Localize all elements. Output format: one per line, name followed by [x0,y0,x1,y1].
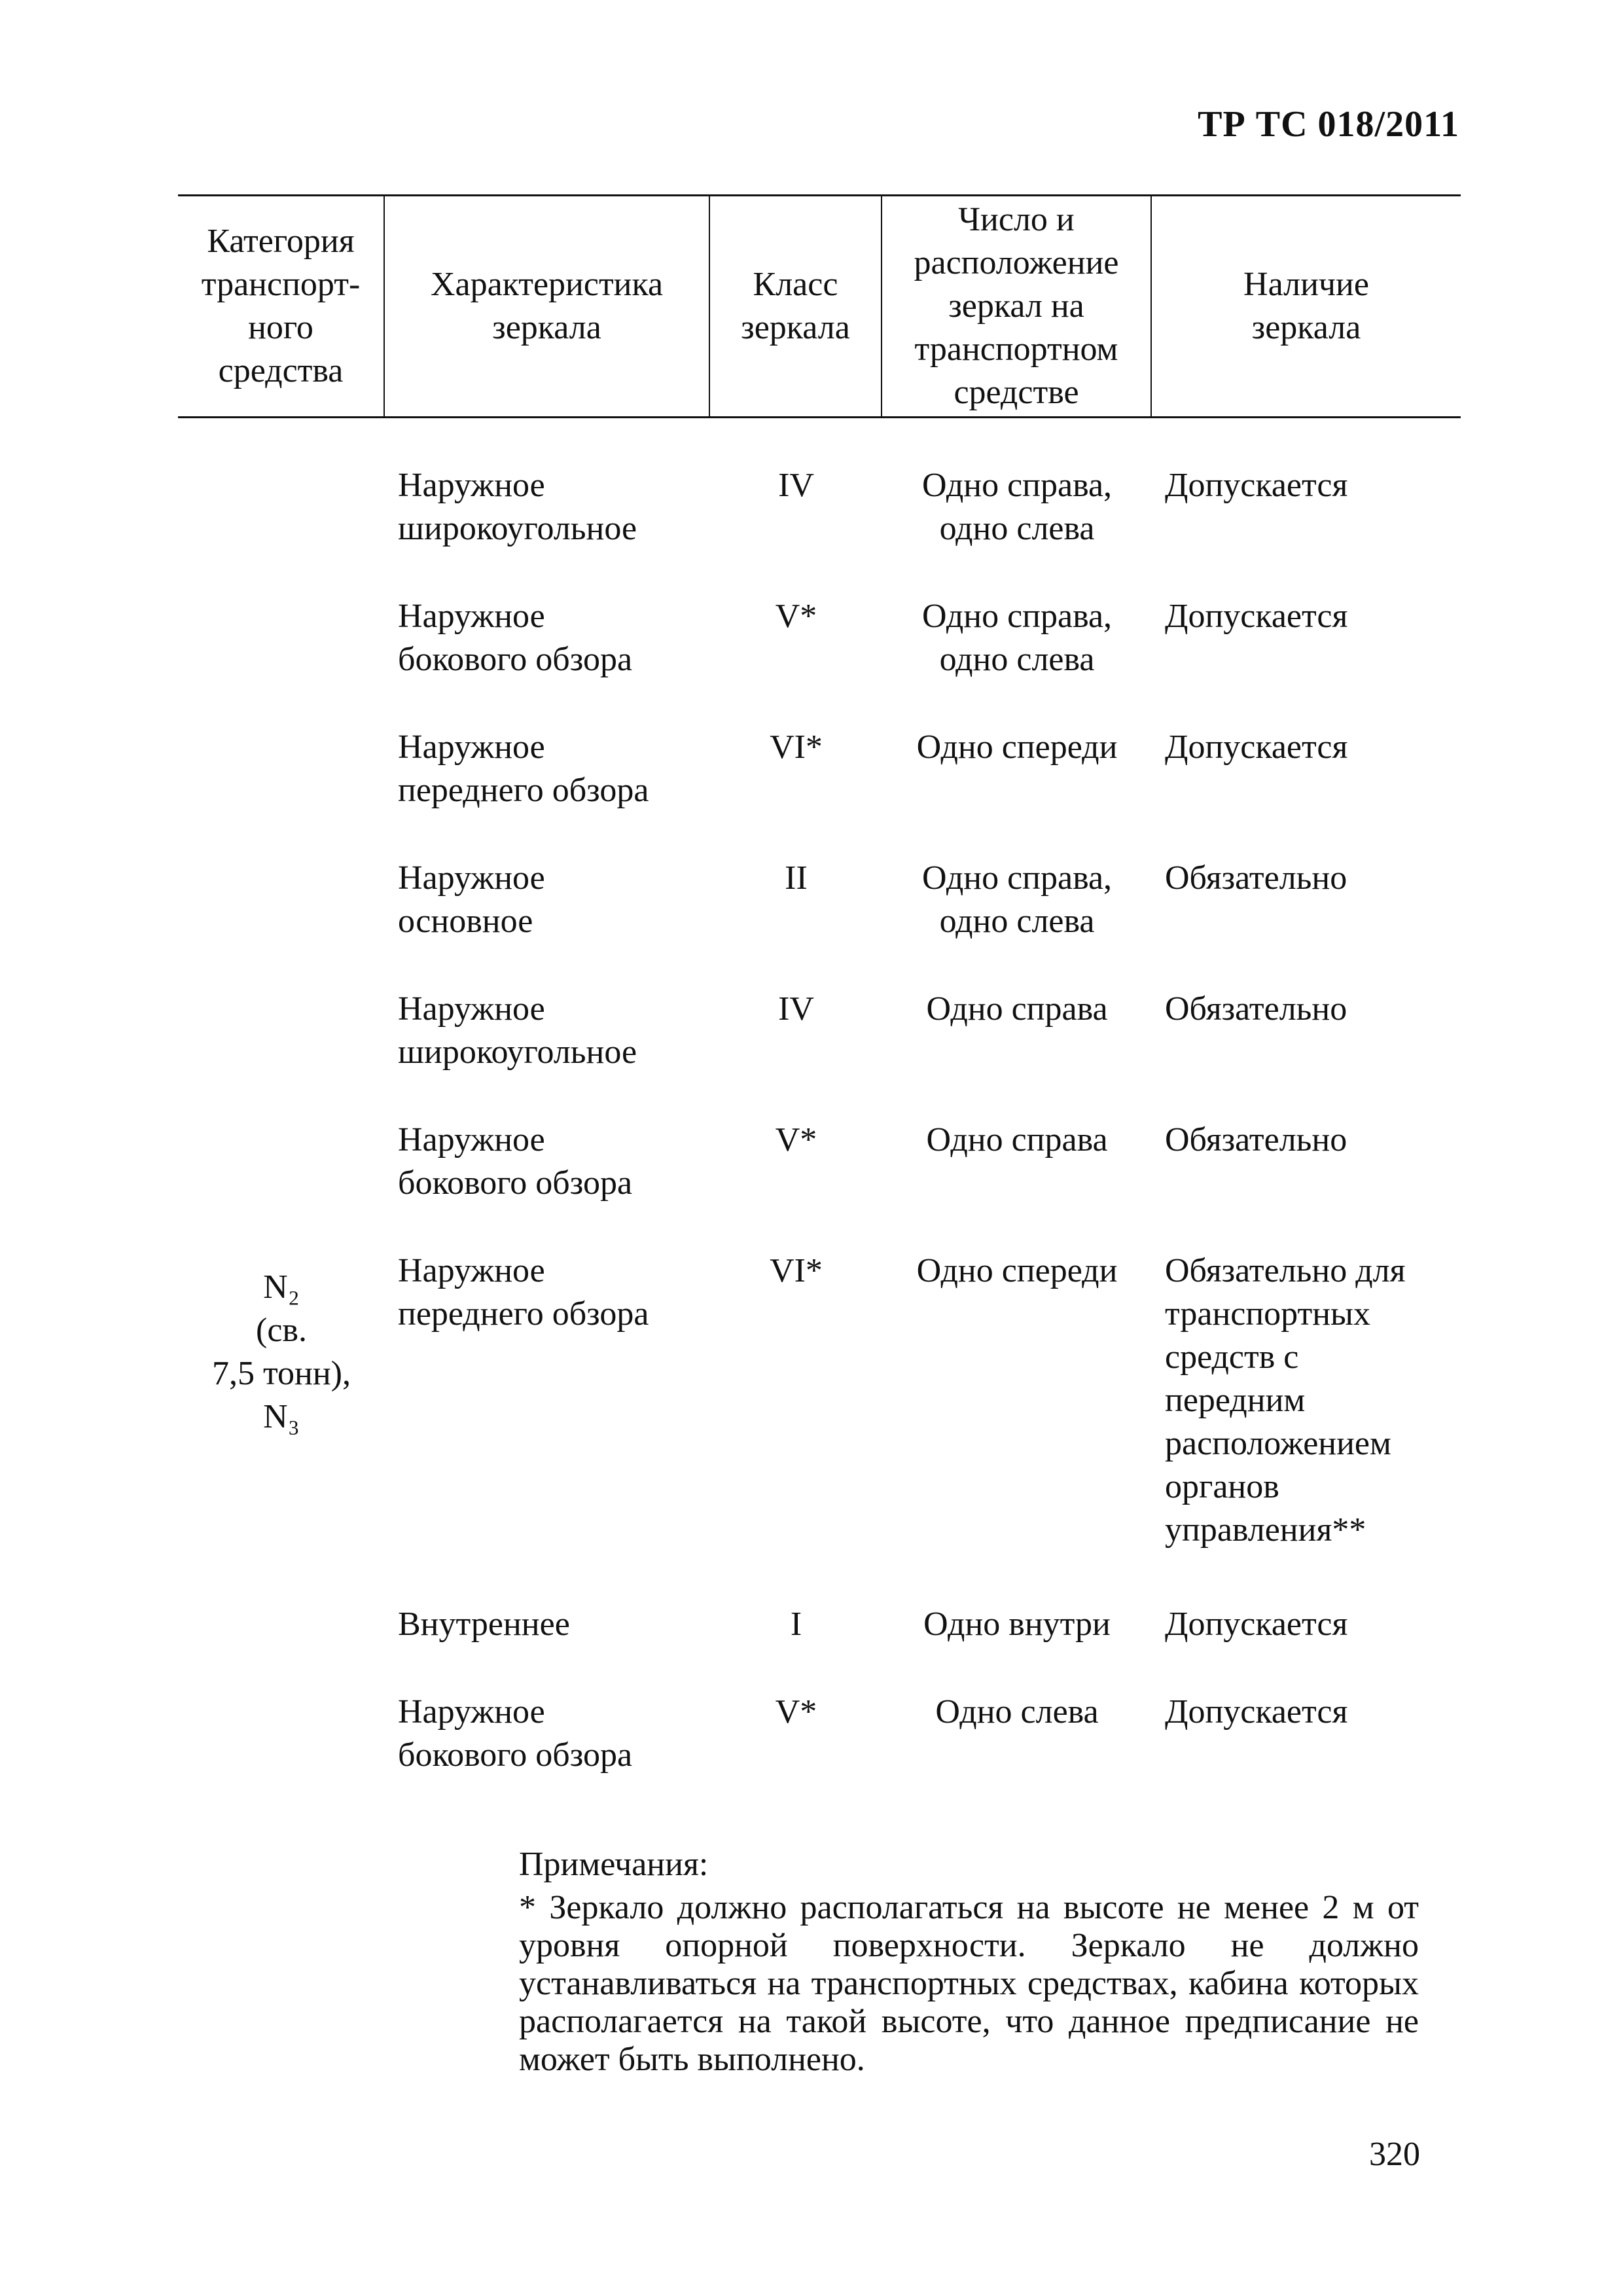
presence-cell: Допускается [1165,467,1348,504]
header-number-location: Число и расположение зеркал на транспортном средстве [882,196,1152,416]
class-cell: II [785,859,808,897]
class-cell: IV [778,990,814,1028]
class-cell: V* [775,598,817,635]
table-row [178,464,1461,595]
characteristic-cell: Наружное бокового обзора [398,1693,633,1774]
table-row [178,988,1461,1119]
presence-cell: Допускается [1165,598,1348,635]
number-cell: Одно справа, одно слева [921,467,1113,547]
presence-cell: Допускается [1165,728,1348,766]
class-cell: VI* [770,1252,823,1289]
document-code: ТР ТС 018/2011 [1198,104,1459,145]
class-cell: IV [778,467,814,504]
table-body [178,418,1461,1821]
notes-text: * Зеркало должно располагаться на высоте не менее 2 м от уровня опорной поверхности. Зеркало не должно устанавливаться на транспортных средствах, кабина которых располагается на такой высоте, что данное предписание не может быть выполнено. [519,1889,1419,2078]
characteristic-cell: Наружное переднего обзора [398,728,649,809]
presence-cell: Обязательно [1165,990,1347,1028]
header-category: Категория транспорт- ного средства [178,196,385,416]
class-cell: V* [775,1693,817,1731]
header-presence: Наличие зеркала [1243,266,1369,346]
characteristic-cell: Наружное широкоугольное [398,467,637,547]
table-row [178,1691,1461,1821]
number-cell: Одно спереди [916,728,1118,766]
presence-cell: Допускается [1165,1605,1348,1643]
number-cell: Одно спереди [916,1252,1118,1289]
characteristic-cell: Наружное широкоугольное [398,990,637,1071]
number-cell: Одно внутри [923,1605,1111,1643]
number-cell: Одно слева [935,1693,1099,1731]
table-row [178,1603,1461,1691]
number-cell: Одно справа, одно слева [921,598,1113,678]
presence-cell: Обязательно для транспортных средств с передним расположением органов управления** [1165,1252,1406,1549]
notes-section [519,1846,1419,2079]
table-row [178,857,1461,988]
number-cell: Одно справа, одно слева [921,859,1113,940]
table-row [178,595,1461,726]
category-cell: N₂ (св. 7,5 тонн), N₃ [211,1268,351,1435]
class-cell: I [790,1605,802,1643]
notes-title: Примечания: [519,1846,709,1883]
header-characteristic: Характеристика зеркала [385,196,710,416]
class-cell: V* [775,1121,817,1158]
characteristic-cell: Внутреннее [398,1605,570,1643]
presence-cell: Допускается [1165,1693,1348,1731]
characteristic-cell: Наружное бокового обзора [398,598,633,678]
presence-cell: Обязательно [1165,1121,1347,1158]
mirror-requirements-table [178,194,1461,1821]
number-cell: Одно справа [926,1121,1108,1158]
presence-cell: Обязательно [1165,859,1347,897]
number-cell: Одно справа [926,990,1108,1028]
class-cell: VI* [770,728,823,766]
table-row [178,726,1461,857]
table-header [178,196,1461,418]
characteristic-cell: Наружное основное [398,859,545,940]
characteristic-cell: Наружное переднего обзора [398,1252,649,1333]
header-class: Класс зеркала [710,196,882,416]
table-row [178,1119,1461,1249]
page-number: 320 [1369,2136,1420,2173]
characteristic-cell: Наружное бокового обзора [398,1121,633,1202]
